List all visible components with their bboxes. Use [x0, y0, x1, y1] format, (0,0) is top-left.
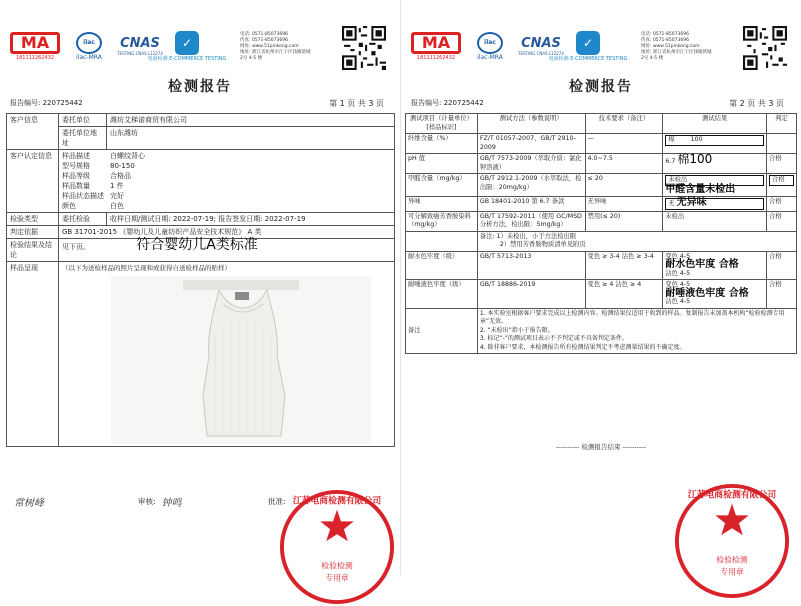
received-date: 收样日期/测试日期: 2022-07-19; 报告签发日期: 2022-07-19 — [107, 213, 395, 226]
signer-2: 审核: 钟鸣 — [138, 497, 182, 509]
conclusion-highlight: 符合婴幼儿A类标准 — [136, 237, 258, 253]
signer-3: 批准: — [268, 497, 286, 506]
formaldehyde-result: 未检出 — [665, 175, 764, 186]
ilac-logo: ilac ilac-MRA — [469, 29, 511, 63]
red-seal-stamp — [673, 482, 791, 600]
results-header-row — [406, 114, 797, 134]
ilac-logo: ilac ilac-MRA — [68, 29, 110, 63]
report-number: 报告编号: 220725442 — [10, 99, 83, 107]
signer-1: 常树峰 — [14, 498, 44, 509]
page-number: 第 2 页 共 3 页 — [729, 99, 784, 108]
table-row: pH 值 GB/T 7573-2009（萃取介质：氯化钾溶液） 4.0~7.5 6.7 棉100 合格 — [406, 154, 797, 174]
test-type: 委托检验 — [59, 213, 107, 226]
table-row: 可分解致癌芳香胺染料（mg/kg） GB/T 17592-2011（使用 GC/MSD 分析方法，检出限：5mg/kg） 禁用(≤ 20) 未检出 合格 — [406, 211, 797, 231]
cnas-logo: CNAS TESTING CNAS L12274 — [117, 36, 163, 56]
sample-info-label: 客户认定信息 — [7, 150, 59, 213]
conclusion-see: 见下页。 — [62, 243, 90, 251]
formaldehyde-highlight: 甲醛含量未检出 — [665, 183, 736, 195]
table-row: 耐唾液色牢度（级） GB/T 18886-2019 变色 ≥ 4 沾色 ≥ 4 变色 4-5 耐唾液色牢度 合格 沾色 4-5 合格 — [406, 280, 797, 309]
odor-highlight: 无异味 — [676, 197, 707, 208]
sample-vest-photo — [111, 276, 371, 444]
page-title: 检测报告 — [168, 79, 232, 95]
report-page-1 — [0, 0, 400, 583]
qr-code-icon — [342, 26, 386, 70]
header-requirement: 技术要求（备注） — [585, 114, 663, 134]
photo-label: 样品呈现 — [7, 262, 59, 447]
photo-caption: （以下为送检样品的照片呈现和或获得自送检样品的贴样） — [62, 264, 231, 272]
water-fastness-highlight: 耐水色牢度 合格 — [665, 259, 739, 270]
svg-text:江苏电商检测有限公司: 江苏电商检测有限公司 — [292, 496, 382, 507]
client-address: 山东潍坊 — [107, 127, 395, 150]
remarks-label: 备注 — [406, 308, 478, 354]
header-method: 测试方法（参数说明） — [477, 114, 585, 134]
contact-info: 电话: 0571-85073696 传真: 0571-85073696 网址: www.51pinkong.com 地址: 浙江省杭州市江干区钱塘新城 2号 4-5 楼 — [240, 32, 311, 61]
cert-logos — [6, 28, 227, 64]
client-unit-label: 委托单位 — [59, 114, 107, 127]
header-result: 测试结果 — [663, 114, 767, 134]
fiber-highlight: 棉100 — [677, 152, 713, 166]
report-page-2 — [400, 0, 800, 575]
header-item: 测试项目（计量单位）[样品标识] — [406, 114, 478, 134]
svg-text:检验检测: 检验检测 — [716, 555, 748, 565]
table-row: 甲醛含量（mg/kg） GB/T 2912.1-2009（水萃取法，检出限：20mg/kg） ≤ 20 未检出 甲醛含量未检出 合格 — [406, 174, 797, 197]
client-unit: 潍坊艾梯诺商贸有限公司 — [107, 114, 395, 127]
cert-logos — [407, 28, 628, 64]
remarks-row — [406, 308, 797, 354]
standard-label: 判定依据 — [7, 226, 59, 239]
svg-text:检验检测: 检验检测 — [321, 561, 353, 571]
red-seal-stamp — [278, 488, 396, 606]
odor-result: 无 无异味 — [665, 198, 764, 210]
header-verdict: 判定 — [767, 114, 797, 134]
client-info-table — [6, 113, 395, 447]
sample-photo-cell — [59, 262, 395, 447]
svg-text:专用章: 专用章 — [720, 567, 744, 577]
conclusion — [59, 239, 395, 262]
sample-fields: 样品描述 白螺纹背心 型号规格 80-150 样品等级 合格品 样品数量 1 件 样品状态描述 完好 颜色 白色 — [59, 150, 395, 213]
report-end-marker: ---------- 检测报告结束 ---------- — [555, 443, 647, 451]
page-number: 第 1 页 共 3 页 — [329, 99, 384, 108]
table-row: 纤维含量（%） FZ/T 01057-2007、GB/T 2910-2009 — 棉 100 — [406, 134, 797, 154]
contact-info: 电话: 0571-85073696 传真: 0571-85073696 网址: www.51pinkong.com 地址: 浙江省杭州市江干区钱塘新城 2号 4-5 楼 — [641, 32, 712, 61]
cma-logo: MA 181111262432 — [6, 28, 64, 64]
cma-logo: MA 181111262432 — [407, 28, 465, 64]
ecommerce-testing-logo: ✓ 电商检测 E-COMMERCE TESTING — [170, 29, 204, 63]
svg-text:专用章: 专用章 — [325, 573, 349, 583]
standard: GB 31701-2015 《婴幼儿及儿童纺织产品安全技术规范》 A 类 — [59, 226, 395, 239]
amine-notes-row: 备注: 1）未检出，小于方法检出限 2）禁用芳香胺物质清单见附页 — [406, 231, 797, 251]
client-info-label: 客户信息 — [7, 114, 59, 150]
table-row: 异味 GB 18401-2010 第 6.7 条款 无异味 无 无异味 合格 — [406, 197, 797, 212]
svg-text:江苏电商检测有限公司: 江苏电商检测有限公司 — [687, 490, 777, 501]
cnas-logo: CNAS TESTING CNAS L12274 — [518, 36, 564, 56]
remarks: 1. 本实验室根据客户要求完成以上检测内容。检测结果仅适用于收到的样品。复制报告未加盖本机构“检验检测专用章”无效。 2. “未检出”指小于报告限。 3. 标记“-”的测试项目表示不予判定或不具备判定条件。 4. 除非客户要求，本检测报告所有检测结果判定不考虑测量结果的不确定度。 — [477, 308, 796, 354]
conclusion-label: 检验结果及结论 — [7, 239, 59, 262]
report-number: 报告编号: 220725442 — [411, 99, 484, 107]
test-type-label: 检验类型 — [7, 213, 59, 226]
saliva-fastness-highlight: 耐唾液色牢度 合格 — [665, 287, 749, 299]
client-address-label: 委托单位地址 — [59, 127, 107, 150]
fiber-result: 棉 100 — [665, 135, 764, 146]
page-title: 检测报告 — [569, 79, 633, 95]
qr-code-icon — [743, 26, 787, 70]
table-row: 耐水色牢度（级） GB/T 5713-2013 变色 ≥ 3-4 沾色 ≥ 3-4 变色 4-5 耐水色牢度 合格 沾色 4-5 合格 — [406, 251, 797, 280]
test-results-table — [405, 113, 797, 354]
ecommerce-testing-logo: ✓ 电商检测 E-COMMERCE TESTING — [571, 29, 605, 63]
